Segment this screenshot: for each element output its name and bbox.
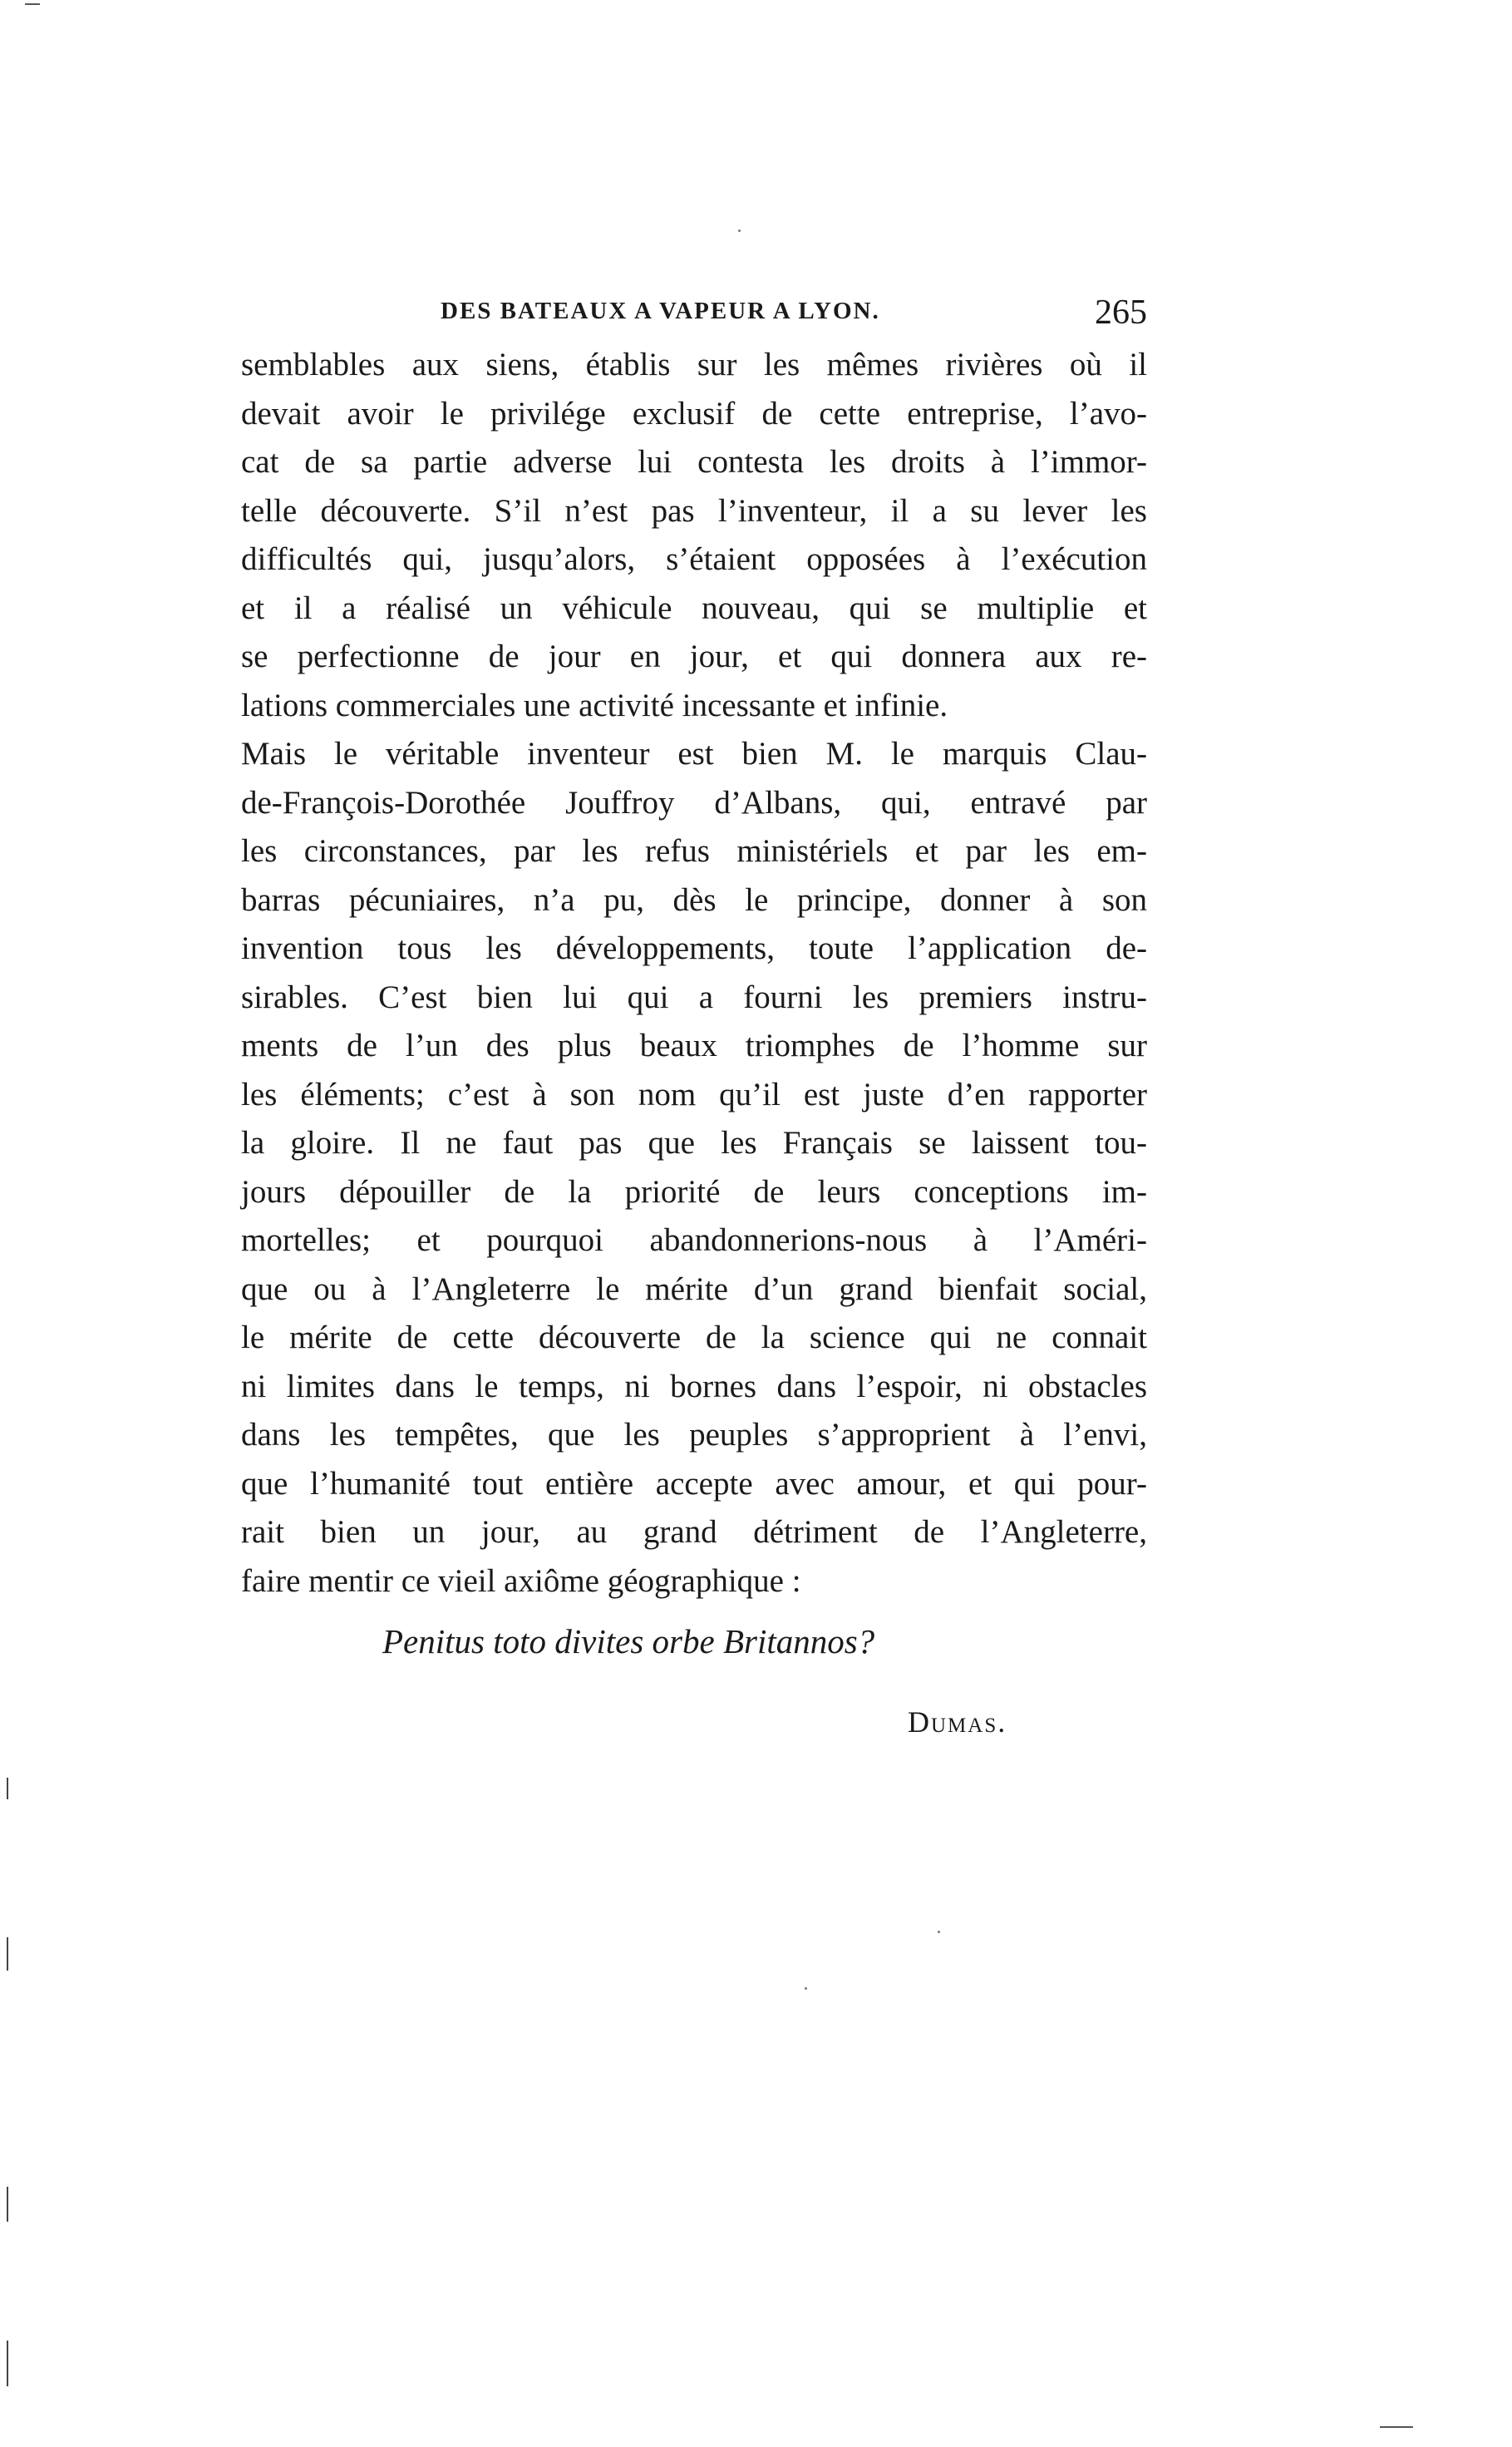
text-line: le mérite de cette découverte de la science qui ne connait (241, 1320, 1147, 1355)
text-line: semblables aux siens, établis sur les mêmes rivières où il (241, 347, 1147, 382)
text-line: Mais le véritable inventeur est bien M. le marquis Clau- (241, 736, 1147, 772)
scan-mark-top (25, 3, 40, 5)
text-line: sirables. C’est bien lui qui a fourni les premiers instru- (241, 979, 1147, 1015)
paper-speck (805, 1987, 807, 1990)
text-line: que ou à l’Angleterre le mérite d’un grand bienfait social, (241, 1270, 1147, 1307)
scan-mark-bottom (1380, 2426, 1413, 2428)
scan-mark-left (7, 2341, 8, 2386)
paper-speck (938, 1931, 940, 1933)
text-line: ni limites dans le temps, ni bornes dans l’espoir, ni obstacles (241, 1368, 1147, 1404)
text-line: mortelles; et pourquoi abandonnerions-nous à l’Améri- (241, 1222, 1147, 1258)
text-line: difficultés qui, jusqu’alors, s’étaient opposées à l’exécution (241, 541, 1147, 577)
running-title: DES BATEAUX A VAPEUR A LYON. (441, 298, 880, 324)
text-line: rait bien un jour, au grand détriment de l’Angleterre, (241, 1514, 1147, 1550)
text-line: jours dépouiller de la priorité de leurs conceptions im- (241, 1173, 1147, 1210)
text-line: de-François-Dorothée Jouffroy d’Albans, qui, entravé par (241, 784, 1147, 821)
text-line: la gloire. Il ne faut pas que les Français se laissent tou- (241, 1125, 1147, 1161)
page-number: 265 (1095, 294, 1147, 332)
text-line: dans les tempêtes, que les peuples s’approprient à l’envi, (241, 1417, 1147, 1453)
paper-speck (738, 229, 741, 232)
scan-mark-left (7, 1778, 8, 1799)
scan-mark-left (7, 1937, 8, 1971)
text-line: ments de l’un des plus beaux triomphes de l’homme sur (241, 1028, 1147, 1063)
text-line: telle découverte. S’il n’est pas l’inventeur, il a su lever les (241, 492, 1147, 529)
text-line: que l’humanité tout entière accepte avec amour, et qui pour- (241, 1465, 1147, 1502)
text-line: cat de sa partie adverse lui contesta les droits à l’immor- (241, 444, 1147, 480)
author-signature: Dumas. (908, 1705, 1007, 1739)
text-line: lations commerciales une activité incessante et infinie. (241, 687, 948, 723)
text-line: les éléments; c’est à son nom qu’il est juste d’en rapporter (241, 1076, 1147, 1112)
text-line: faire mentir ce vieil axiôme géographique : (241, 1562, 801, 1599)
scan-mark-left (7, 2187, 8, 2222)
text-line: devait avoir le privilége exclusif de cette entreprise, l’avo- (241, 395, 1147, 432)
text-line: les circonstances, par les refus ministériels et par les em- (241, 833, 1147, 869)
text-line: barras pécuniaires, n’a pu, dès le principe, donner à son (241, 881, 1147, 918)
text-line: et il a réalisé un véhicule nouveau, qui se multiplie et (241, 590, 1147, 626)
text-line: se perfectionne de jour en jour, et qui donnera aux re- (241, 639, 1147, 674)
body-text (241, 341, 1147, 1606)
text-line: invention tous les développements, toute l’application de- (241, 930, 1147, 966)
latin-quote: Penitus toto divites orbe Britannos? (382, 1622, 875, 1660)
running-head (241, 293, 1147, 334)
